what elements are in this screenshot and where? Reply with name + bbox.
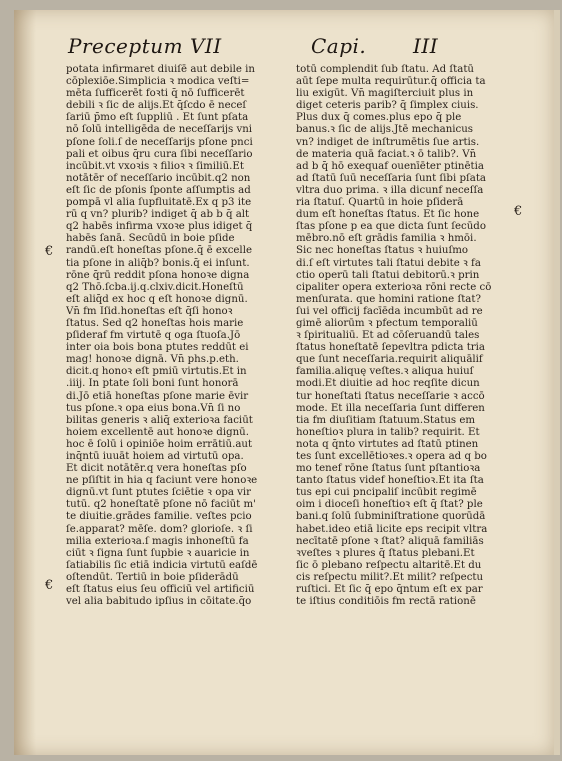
text-line: mēta ſufficerēt foꝛti q̄ nō ſufficerēt: [66, 88, 245, 100]
header-roman-right: III: [413, 34, 439, 58]
text-line: inter oia bois bona ptutes reddūt ei: [66, 342, 249, 354]
text-line: tia pſone in aliq̄b? bonis.q̄ ei inſunt.: [66, 257, 250, 269]
header-roman-left: VII: [189, 34, 222, 58]
text-line: randū.eſt honeſtas pſone.q̄ ē excelle: [66, 245, 252, 257]
text-line: que ſunt neceſſaria.requirit aliquālif: [296, 354, 483, 366]
text-line: tutū. q2 honeſtatē pſone nō faciūt m': [66, 499, 256, 511]
header-title-word: Preceptum: [68, 34, 184, 58]
text-line: debili ꝛ ſic de alijs.Et q̄ſcdo ē neceſ: [66, 100, 247, 112]
header-chapter: Capi.: [311, 34, 367, 58]
text-line: ſariū p̄mo eſt ſuppliū . Et ſunt pſata: [66, 112, 249, 124]
text-line: tur honeſtati ſtatus neceſſarie ꝛ accō: [296, 390, 485, 402]
text-line: te diuitie.grādes familie. veſtes pcio: [66, 511, 252, 523]
text-line: vltra duo prima. ꝛ illa dicunf neceſſa: [296, 184, 484, 196]
text-line: nota q q̄nto virtutes ad ſtatū ptinen: [296, 438, 479, 450]
text-line: liu exigūt. Vn̄ magiſterciuit plus in: [296, 88, 474, 100]
text-line: ſatiabilis ſic etiā indicia virtutū eaſdē: [66, 559, 258, 571]
margin-mark-right: €: [514, 204, 523, 219]
text-line: cipaliter opera exterioꝛa rōni recte cō: [296, 281, 492, 293]
text-line: bani.q ſolū ſubminiſtratione quorūdā: [296, 511, 486, 523]
text-line: tanto ſtatus videf honeſtioꝛ.Et ita ſta: [296, 475, 484, 487]
text-column-right: [296, 64, 508, 608]
text-line: oſtendūt. Tertiū in boie pſiderādū: [66, 571, 239, 583]
text-line: ne pſiſtit in hia q faciunt vere honoꝛe: [66, 475, 258, 487]
text-line: gimē aliorūm ꝛ pfectum temporaliū: [296, 317, 478, 329]
text-line: inq̄ntū iuuāt hoiem ad virtutū opa.: [66, 451, 244, 462]
text-line: ad ſtatū ſuū neceſſaria ſunt ſibi pſata: [296, 172, 486, 184]
text-line: pſone ſoli.ſ de neceſſarijs pſone pnci: [66, 136, 253, 148]
text-line: te iſtius conditiōis fm rectā rationē: [296, 596, 476, 608]
text-line: ſic ō plebano reſpectu altaritē.Et du: [296, 559, 482, 571]
text-line: banus.ꝛ ſic de alijs.Jtē mechanicus: [296, 124, 474, 136]
text-line: modi.Et diuitie ad hoc reqſite dicun: [296, 378, 480, 390]
text-line: Plus dux q̄ comes.plus epo q̄ ple: [296, 112, 462, 124]
text-line: habēs ſanā. Secūdū in boie pſide: [66, 233, 235, 245]
text-line: ꝛveſtes ꝛ plures q̄ ſtatus plebani.Et: [296, 547, 475, 559]
text-line: ſtatus honeſtatē ſepevltra pdicta tria: [296, 342, 485, 354]
text-line: mode. Et illa neceſſaria ſunt differen: [296, 402, 485, 414]
text-line: tia fm diuſitiam ſtatuum.Status em: [296, 414, 476, 426]
text-line: q2 habēs infirma vxoꝛe plus idiget q̄: [66, 221, 253, 233]
text-line: milia exterioꝛa.ſ magis inhoneſtū fa: [66, 535, 249, 547]
text-line: di.Jō etiā honeſtas pſone marie ēvir: [66, 390, 249, 402]
text-line: potata infirmaret diuiſē aut debile in: [66, 64, 255, 75]
text-line: ad b q̄ hō exequaf ouenīēter ptinētia: [296, 160, 484, 172]
text-line: oim i dioceſi honeſtioꝛ eſt q̄ ſtat? ple: [296, 499, 483, 511]
text-line: Vn̄ fm Iſid̄.honeſtas eſt q̄ſi honoꝛ: [66, 305, 233, 317]
text-line: eſt ſtatus eius ſeu officiū vel artificiū: [66, 584, 255, 596]
text-line: rōne q̄rū reddit pſona honoꝛe digna: [66, 269, 250, 281]
text-line: honeſtioꝛ plura in talib? requirit. Et: [296, 426, 480, 438]
text-line: notātēr of neceſſario incūbit.q2 non: [66, 172, 251, 184]
text-column-left: [66, 64, 272, 608]
text-line: aūt ſepe multa requirūtur.q̄ officia ta: [296, 76, 486, 88]
text-line: menſurata. que homini ratione ſtat?: [296, 293, 481, 305]
text-line: familia.aliquę veſtes.ꝛ aliqua huiuſ: [296, 366, 474, 378]
page-gutter-shadow: [14, 10, 36, 755]
text-line: de materia quā faciat.ꝛ ō talib?. Vn̄: [296, 148, 477, 160]
margin-mark-left-lower: €: [45, 578, 54, 593]
text-line: tus epi cui pncipaliſ incūbit regimē: [296, 487, 477, 499]
text-line: Et dicit notātēr.q vera honeſtas pſo: [66, 463, 247, 475]
text-line: ctio operū tali ſtatui debitorū.ꝛ prin: [296, 269, 480, 281]
text-line: totū complendit ſub ſtatu. Ad ſtatū: [296, 64, 474, 75]
text-line: mo tenef rōne ſtatus ſunt pſtantioꝛa: [296, 463, 481, 475]
text-line: Sic nec honeſtas ſtatus ꝛ huiuſmo: [296, 245, 469, 257]
text-line: eſt ſic de pſonis ſponte aſſumptis ad: [66, 184, 251, 196]
text-line: dicit.q honoꝛ eſt pmiū virtutis.Et in: [66, 366, 247, 378]
text-line: ꝛ ſpiritualiū. Et ad cōſeruandū tales: [296, 330, 480, 342]
book-page: [14, 10, 560, 755]
text-line: dum eſt honeſtas ſtatus. Et ſic hone: [296, 209, 480, 221]
text-line: habet.ideo etiā licite eps recipit vltra: [296, 523, 488, 535]
text-line: ſtas pſone p ea que dicta ſunt ſecūdo: [296, 221, 486, 233]
text-line: ſtatus. Sed q2 honeſtas hois marie: [66, 317, 244, 329]
text-line: diget ceteris parib? q̄ ſimplex ciuis.: [296, 100, 479, 112]
text-line: hoc ē ſolū i opiniōe hoim errātiū.aut: [66, 438, 253, 450]
text-line: pompā vl alia ſupfluitatē.Ex q p3 ite: [66, 197, 252, 209]
text-line: pſideraf fm virtutē q oga ſtuoſa.Jō: [66, 330, 241, 342]
text-line: hoiem excellentē aut honoꝛe dignū.: [66, 426, 249, 438]
text-line: bilitas generis ꝛ aliq̄ exterioꝛa faciūt: [66, 414, 253, 426]
text-line: rū q vn? plurib? indiget q̄ ab b q̄ alt: [66, 209, 250, 221]
text-line: vn? indiget de inſtrumētis ſue artis.: [296, 136, 480, 148]
text-line: ciūt ꝛ ſigna ſunt ſupbie ꝛ auaricie in: [66, 547, 250, 559]
text-line: mag! honoꝛe dignā. Vn̄ phs.p.eth.: [66, 354, 239, 366]
margin-mark-left: €: [45, 244, 54, 259]
text-line: necītatē pſone ꝛ ſtat? aliquā familiās: [296, 535, 484, 547]
text-line: nō ſolū intelligēda de neceſſarijs vni: [66, 124, 253, 136]
running-header: [68, 34, 524, 60]
text-line: .iiij. In ptate ſoli boni ſunt honorā: [66, 378, 239, 390]
text-line: vel alia babitudo ipſius in cōitate.q̄o: [66, 596, 252, 608]
text-line: eſt aliq̄d ex hoc q eſt honoꝛe dignū.: [66, 293, 248, 305]
text-line: ſui vel officij facīēda incumbūt ad re: [296, 305, 483, 317]
text-line: cōplexiōe.Simplicia ꝛ modica veſti=: [66, 76, 250, 88]
text-line: ruſtici. Et ſic q̄ epo q̄ntum eſt ex par: [296, 584, 483, 596]
text-line: cis reſpectu milit?.Et milit? reſpectu: [296, 571, 484, 583]
text-line: incūbit.vt vxoꝛis ꝛ filioꝛ ꝛ ſimiliū.Et: [66, 160, 244, 172]
text-line: tes ſunt excellētioꝛes.ꝛ opera ad q bo: [296, 451, 487, 462]
text-line: dignū.vt ſunt ptutes ſciētie ꝛ opa vir: [66, 487, 252, 499]
text-line: ſe.apparat? mēſe. dom? glorioſe. ꝛ ſi: [66, 523, 253, 535]
text-line: q2 Thō.ſcba.ij.q.clxiv.dicit.Honeſtū: [66, 281, 244, 293]
text-line: di.ſ eſt virtutes tali ſtatui debite ꝛ fa: [296, 257, 481, 269]
header-title: [68, 34, 222, 58]
text-line: tus pſone.ꝛ opa eius bona.Vn̄ ſi no: [66, 402, 241, 414]
text-line: ria ſtatuſ. Quartū in hoie pſiderā: [296, 197, 464, 209]
text-line: mēbro.nō eſt grādis familia ꝛ hmōi.: [296, 233, 477, 245]
text-line: pali et oibus q̄ru cura ſibi neceſſario: [66, 148, 253, 160]
